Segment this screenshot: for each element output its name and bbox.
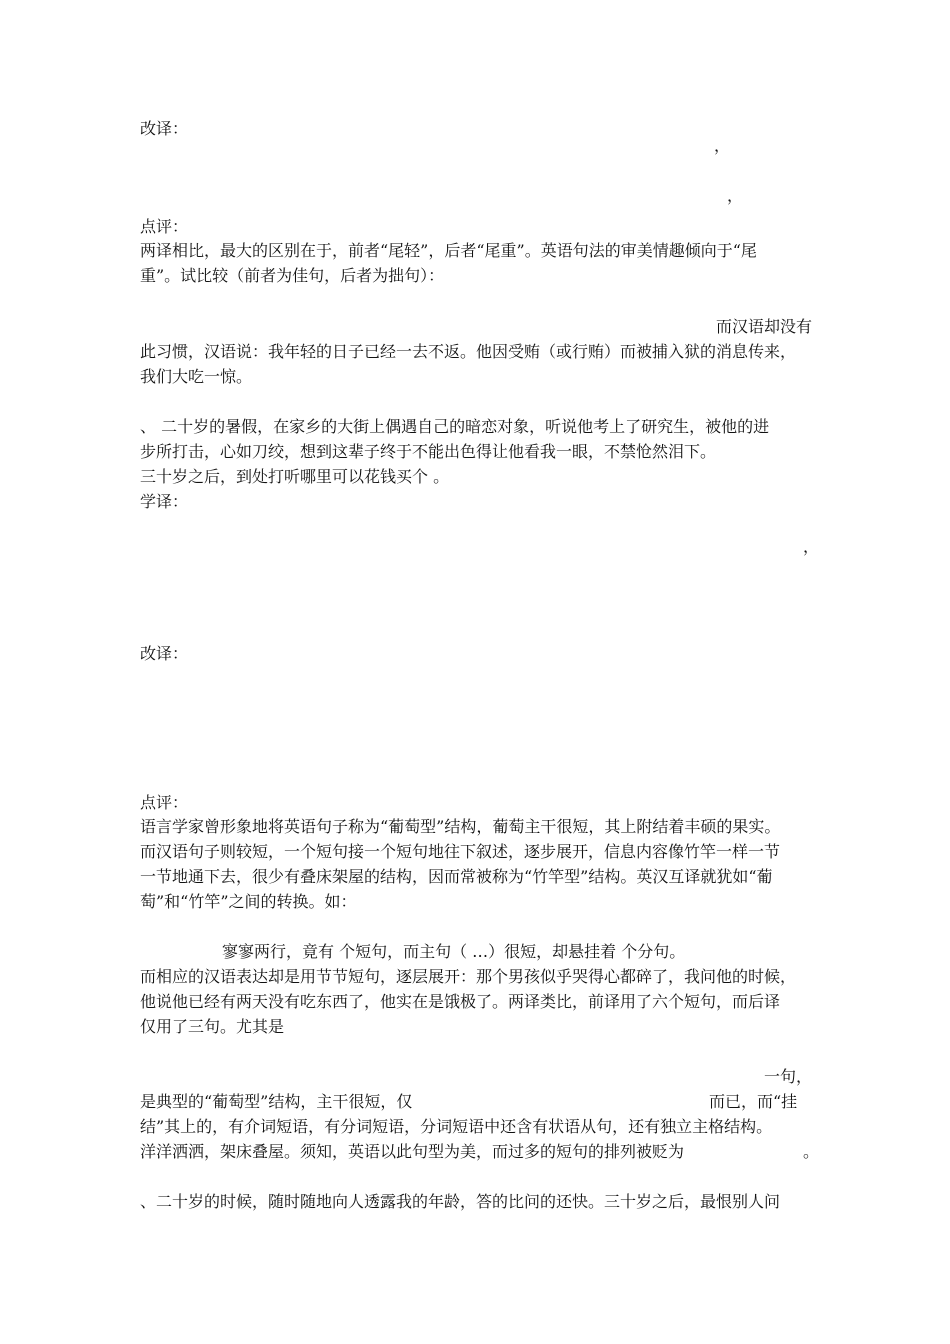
paragraph-line: 语言学家曾形象地将英语句子称为“葡萄型”结构，葡萄主干很短，其上附结着丰硕的果实。 xyxy=(140,817,781,836)
paragraph-line: 此习惯，汉语说：我年轻的日子已经一去不返。他因受贿（或行贿）而被捕入狱的消息传来， xyxy=(140,342,797,361)
paragraph-line-tail: 一句， xyxy=(763,1067,812,1086)
label-dianping-1: 点评： xyxy=(140,217,189,236)
paragraph-line: 萄”和“竹竿”之间的转换。如： xyxy=(140,892,357,911)
paragraph-line: 是典型的“葡萄型”结构，主干很短，仅 xyxy=(140,1092,413,1111)
paragraph-line-fragment: 而已，而“挂 xyxy=(709,1092,798,1111)
list-item-line: 、 二十岁的暑假，在家乡的大街上偶遇自己的暗恋对象，听说他考上了研究生，被他的进 xyxy=(140,417,770,436)
paragraph-line: 仅用了三句。尤其是 xyxy=(140,1017,285,1036)
comma-3: ， xyxy=(803,537,820,556)
paragraph-line: 他说他已经有两天没有吃东西了，他实在是饿极了。两译类比，前译用了六个短句，而后译 xyxy=(140,992,781,1011)
list-item-line: 、二十岁的时候，随时随地向人透露我的年龄，答的比问的还快。三十岁之后，最恨别人问 xyxy=(140,1192,781,1211)
paragraph-line: 我们大吃一惊。 xyxy=(140,367,253,386)
paragraph-line: 而汉语句子则较短，一个短句接一个短句地往下叙述，逐步展开，信息内容像竹竿一样一节 xyxy=(140,842,781,861)
label-xueyi: 学译： xyxy=(140,492,189,511)
paragraph-line: 寥寥两行，竟有 个短句，而主句（ …）很短，却悬挂着 个分句。 xyxy=(222,942,686,961)
paragraph-line: 结”其上的，有介词短语，有分词短语，分词短语中还含有状语从句，还有独立主格结构。 xyxy=(140,1117,773,1136)
paragraph-line-fragment: 。 xyxy=(803,1142,820,1161)
paragraph-line: 两译相比，最大的区别在于，前者“尾轻”，后者“尾重”。英语句法的审美情趣倾向于“尾 xyxy=(140,241,757,260)
comma-1: ， xyxy=(714,136,731,155)
paragraph-line: 洋洋洒洒，架床叠屋。须知，英语以此句型为美，而过多的短句的排列被贬为 xyxy=(140,1142,685,1161)
paragraph-line-tail: 而汉语却没有 xyxy=(715,317,812,336)
paragraph-line: 重”。试比较（前者为佳句，后者为拙句）： xyxy=(140,266,445,285)
comma-2: ， xyxy=(727,186,744,205)
label-dianping-2: 点评： xyxy=(140,793,189,812)
list-item-line: 步所打击，心如刀绞，想到这辈子终于不能出色得让他看我一眼，不禁怆然泪下。 xyxy=(140,442,717,461)
list-item-line: 三十岁之后，到处打听哪里可以花钱买个 。 xyxy=(140,467,450,486)
label-gaiyi-1: 改译： xyxy=(140,119,189,138)
paragraph-line: 而相应的汉语表达却是用节节短句，逐层展开：那个男孩似乎哭得心都碎了，我问他的时候， xyxy=(140,967,797,986)
paragraph-line: 一节地通下去，很少有叠床架屋的结构，因而常被称为“竹竿型”结构。英汉互译就犹如“葡 xyxy=(140,867,773,886)
label-gaiyi-2: 改译： xyxy=(140,644,189,663)
